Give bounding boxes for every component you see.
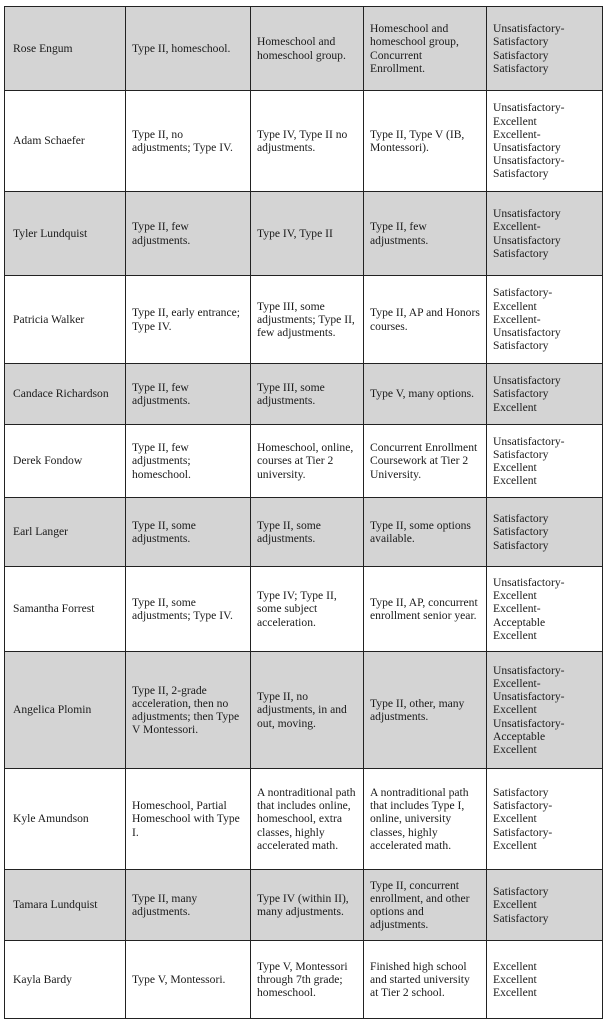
- rating-line: Unsatisfactory: [493, 233, 561, 247]
- ratings-cell: [487, 276, 603, 364]
- rating-line: Satisfactory: [493, 911, 549, 925]
- student-name-cell: Patricia Walker: [5, 276, 126, 364]
- ratings-cell: [487, 7, 603, 91]
- table-row: [5, 364, 603, 425]
- rating-line: Satisfactory: [493, 48, 549, 62]
- rating-line: Excellent: [493, 474, 537, 488]
- column-3-cell: Finished high school and started university at Tier 2 school.: [364, 941, 487, 1019]
- column-1-cell: Type II, many adjustments.: [126, 870, 251, 941]
- rating-line: Excellent-: [493, 220, 541, 234]
- column-2-cell: A nontraditional path that includes online, homeschool, extra classes, highly accelerated math.: [251, 769, 364, 870]
- ratings-cell: [487, 652, 603, 769]
- rating-line: Satisfactory-: [493, 825, 553, 839]
- column-3-cell: Concurrent Enrollment Coursework at Tier 2 University.: [364, 425, 487, 498]
- rating-line: Excellent: [493, 299, 537, 313]
- rating-line: Excellent: [493, 628, 537, 642]
- student-name-cell: Angelica Plomin: [5, 652, 126, 769]
- rating-line: Excellent: [493, 838, 537, 852]
- ratings-cell: [487, 364, 603, 425]
- rating-line: Unsatisfactory-: [493, 575, 565, 589]
- student-name-cell: Samantha Forrest: [5, 567, 126, 652]
- column-2-cell: Type IV, Type II no adjustments.: [251, 91, 364, 192]
- rating-line: Excellent-: [493, 676, 541, 690]
- rating-line: Excellent-: [493, 127, 541, 141]
- rating-line: Unsatisfactory-: [493, 101, 565, 115]
- table-row: [5, 91, 603, 192]
- ratings-cell: [487, 192, 603, 276]
- rating-line: Unsatisfactory-: [493, 154, 565, 168]
- rating-line: Unsatisfactory: [493, 207, 561, 221]
- rating-line: Satisfactory: [493, 885, 549, 899]
- student-name-cell: Candace Richardson: [5, 364, 126, 425]
- column-2-cell: Type IV (within II), many adjustments.: [251, 870, 364, 941]
- rating-line: Unsatisfactory-: [493, 434, 565, 448]
- column-3-cell: Type II, AP, concurrent enrollment senior year.: [364, 567, 487, 652]
- column-3-cell: Type II, concurrent enrollment, and other options and adjustments.: [364, 870, 487, 941]
- rating-line: Excellent: [493, 986, 537, 1000]
- student-name-cell: Earl Langer: [5, 498, 126, 567]
- ratings-cell: [487, 769, 603, 870]
- column-1-cell: Type V, Montessori.: [126, 941, 251, 1019]
- rating-line: Excellent: [493, 461, 537, 474]
- column-2-cell: Type V, Montessori through 7th grade; homeschool.: [251, 941, 364, 1019]
- outcomes-table: [4, 6, 603, 1019]
- rating-line: Unsatisfactory-: [493, 663, 565, 677]
- column-2-cell: Homeschool, online, courses at Tier 2 university.: [251, 425, 364, 498]
- column-2-cell: Type III, some adjustments; Type II, few adjustments.: [251, 276, 364, 364]
- ratings-cell: [487, 498, 603, 567]
- table-row: [5, 567, 603, 652]
- column-2-cell: Type II, some adjustments.: [251, 498, 364, 567]
- rating-line: Satisfactory: [493, 785, 549, 799]
- ratings-cell: [487, 567, 603, 652]
- rating-line: Excellent: [493, 400, 537, 414]
- rating-line: Excellent-: [493, 312, 541, 326]
- rating-line: Satisfactory: [493, 512, 549, 526]
- rating-line: Excellent: [493, 972, 537, 986]
- rating-line: Excellent: [493, 812, 537, 826]
- rating-line: Unsatisfactory-: [493, 716, 565, 730]
- rating-line: Excellent: [493, 959, 537, 973]
- column-1-cell: Type II, few adjustments; homeschool.: [126, 425, 251, 498]
- column-3-cell: Homeschool and homeschool group, Concurrent Enrollment.: [364, 7, 487, 91]
- student-name-cell: Tyler Lundquist: [5, 192, 126, 276]
- rating-line: Excellent: [493, 898, 537, 912]
- table-row: [5, 870, 603, 941]
- column-3-cell: Type V, many options.: [364, 364, 487, 425]
- rating-line: Excellent: [493, 703, 537, 717]
- column-1-cell: Type II, homeschool.: [126, 7, 251, 91]
- table-row: [5, 425, 603, 498]
- table-row: [5, 769, 603, 870]
- table-row: [5, 941, 603, 1019]
- rating-line: Unsatisfactory-: [493, 22, 565, 36]
- column-1-cell: Type II, few adjustments.: [126, 364, 251, 425]
- column-1-cell: Homeschool, Partial Homeschool with Type I.: [126, 769, 251, 870]
- student-name-cell: Adam Schaefer: [5, 91, 126, 192]
- ratings-cell: [487, 870, 603, 941]
- column-1-cell: Type II, 2-grade acceleration, then no adjustments; then Type V Montessori.: [126, 652, 251, 769]
- student-name-cell: Kayla Bardy: [5, 941, 126, 1019]
- table-row: [5, 7, 603, 91]
- column-2-cell: Type III, some adjustments.: [251, 364, 364, 425]
- rating-line: Satisfactory: [493, 339, 549, 353]
- rating-line: Satisfactory: [493, 167, 549, 181]
- rating-line: Unsatisfactory-: [493, 690, 565, 704]
- column-1-cell: Type II, some adjustments.: [126, 498, 251, 567]
- rating-line: Satisfactory-: [493, 286, 553, 300]
- rating-line: Satisfactory: [493, 525, 549, 539]
- column-3-cell: Type II, some options available.: [364, 498, 487, 567]
- table-row: [5, 498, 603, 567]
- rating-line: Excellent: [493, 743, 537, 756]
- table-row: [5, 652, 603, 769]
- rating-line: Acceptable: [493, 729, 546, 743]
- rating-line: Excellent-: [493, 602, 541, 616]
- rating-line: Satisfactory: [493, 447, 549, 461]
- ratings-cell: [487, 425, 603, 498]
- ratings-cell: [487, 91, 603, 192]
- rating-line: Unsatisfactory: [493, 141, 561, 154]
- document-page: [4, 6, 602, 1018]
- rating-line: Satisfactory: [493, 387, 549, 401]
- column-1-cell: Type II, no adjustments; Type IV.: [126, 91, 251, 192]
- student-name-cell: Tamara Lundquist: [5, 870, 126, 941]
- ratings-cell: [487, 941, 603, 1019]
- column-2-cell: Type II, no adjustments, in and out, moving.: [251, 652, 364, 769]
- column-2-cell: Homeschool and homeschool group.: [251, 7, 364, 91]
- student-name-cell: Rose Engum: [5, 7, 126, 91]
- column-1-cell: Type II, some adjustments; Type IV.: [126, 567, 251, 652]
- column-3-cell: Type II, other, many adjustments.: [364, 652, 487, 769]
- column-3-cell: A nontraditional path that includes Type I, online, university classes, highly accelerated math.: [364, 769, 487, 870]
- table-body: [5, 7, 603, 1019]
- rating-line: Satisfactory: [493, 35, 549, 49]
- rating-line: Satisfactory-: [493, 799, 553, 813]
- student-name-cell: Derek Fondow: [5, 425, 126, 498]
- table-row: [5, 276, 603, 364]
- column-1-cell: Type II, early entrance; Type IV.: [126, 276, 251, 364]
- rating-line: Unsatisfactory: [493, 374, 561, 388]
- column-1-cell: Type II, few adjustments.: [126, 192, 251, 276]
- rating-line: Excellent: [493, 589, 537, 603]
- student-name-cell: Kyle Amundson: [5, 769, 126, 870]
- rating-line: Satisfactory: [493, 538, 549, 552]
- rating-line: Satisfactory: [493, 246, 549, 260]
- rating-line: Unsatisfactory: [493, 326, 561, 340]
- column-2-cell: Type IV; Type II, some subject acceleration.: [251, 567, 364, 652]
- table-row: [5, 192, 603, 276]
- column-3-cell: Type II, AP and Honors courses.: [364, 276, 487, 364]
- column-3-cell: Type II, Type V (IB, Montessori).: [364, 91, 487, 192]
- column-3-cell: Type II, few adjustments.: [364, 192, 487, 276]
- rating-line: Acceptable: [493, 615, 546, 629]
- rating-line: Excellent: [493, 114, 537, 128]
- rating-line: Satisfactory: [493, 61, 549, 75]
- column-2-cell: Type IV, Type II: [251, 192, 364, 276]
